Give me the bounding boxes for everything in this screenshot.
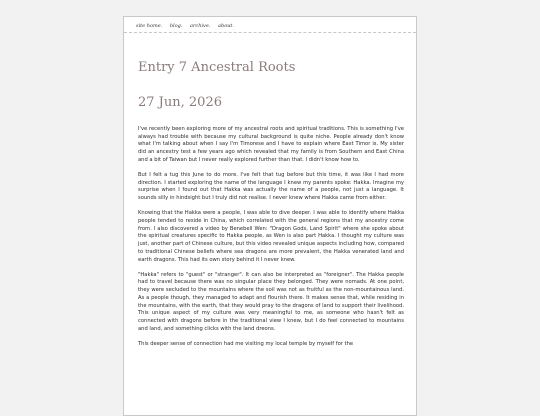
post-paragraph: I've recently been exploring more of my ancestral roots and spiritual traditions. This is something I've always had trouble with because my cultural background is quite niche. People already don't know what I'm talking about when I say I'm Timorese and I have to explain where East Timor is. My sister did an ancestry test a few years ago which revealed that my family is from Southern and East China and a bit of Taiwan but I never really explored further than that. I didn't know how to. xyxy=(138,126,404,163)
nav-link-archive[interactable]: archive. xyxy=(190,23,211,29)
post-paragraph: "Hakka" refers to "guest" or "stranger". It can also be interpreted as "foreigner". The Hakka people had to travel because there was no singular place they belonged. They were nomads. At one point, they were secluded to the mountains where the soil was not as fruitful as the non-mountainous land. As a people though, they managed to adapt and flourish there. It makes sense that, while residing in the mountains, with the earth, that they would pray to the dragons of land to support their livelihood. This unique aspect of my culture was very meaningful to me, as someone who hasn't felt as connected with dragons before in the traditional view I knew, but I do feel connected to mountains and land, and something clicks with the land dreons. xyxy=(138,271,404,332)
post-title: Entry 7 Ancestral Roots xyxy=(138,60,296,75)
nav-link-about[interactable]: about. xyxy=(218,23,235,29)
post-body xyxy=(138,126,404,349)
post-date: 27 Jun, 2026 xyxy=(138,95,222,110)
nav-link-site-home[interactable]: site home. xyxy=(136,23,163,29)
post-paragraph: This deeper sense of connection had me visiting my local temple by myself for the xyxy=(138,340,354,347)
blog-page xyxy=(123,16,417,416)
post-paragraph: Knowing that the Hakka were a people, I was able to dive deeper. I was able to identify where Hakka people tended to reside in China, which correlated with the general regions that my ancestry come from. I also discovered a video by Benebell Wen: "Dragon Gods, Land Spirit" where she spoke about the spiritual creatures specific to Hakka people, as Wen is also part Hakka. I thought my culture was just, another part of Chinese culture, but this video revealed unique aspects including how, compared to traditional Chinese beliefs where sea dragons are more prevalent, the Hakka venerated land and earth dragons. This had its own story behind it I never knew. xyxy=(138,210,404,263)
nav-link-blog[interactable]: blog. xyxy=(169,23,183,29)
top-nav xyxy=(124,17,416,33)
post-paragraph: But I felt a tug this June to do more. I've felt that tug before but this time, it was like I had more direction. I started exploring the name of the language I knew my parents spoke: Hakka. Imagine my surprise when I found out that Hakka was actually the name of a people, not just a language. It sounds silly in hindsight but I truly did not realise. I never knew where Hakka came from either. xyxy=(138,172,404,202)
